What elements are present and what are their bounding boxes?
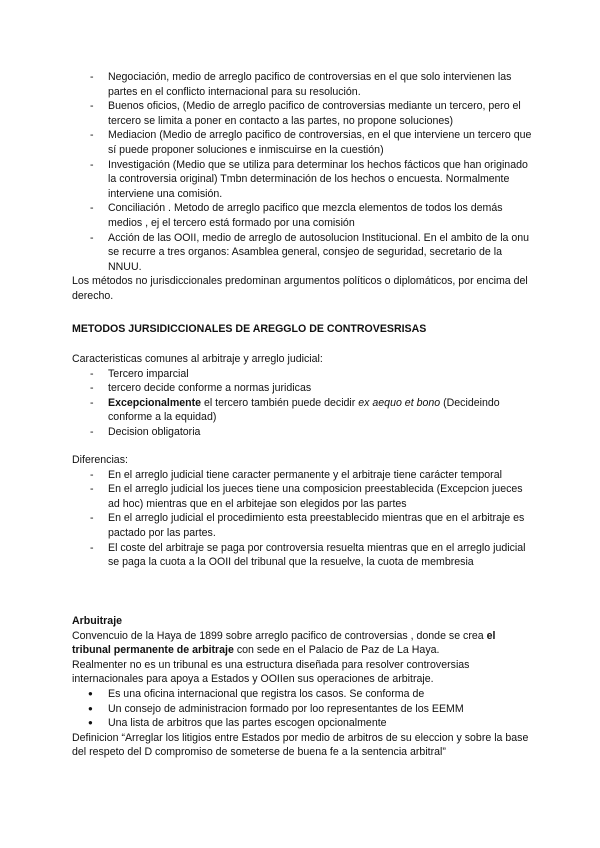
medios-no-jurisdiccionales-list <box>72 70 532 304</box>
list-item: - El coste del arbitraje se paga por controversia resuelta mientras que en el arreglo judicial se paga la cuota a la OOII del tribunal que la resuelve, la cuota de membresia <box>72 541 532 570</box>
list-item: - Conciliación . Metodo de arreglo pacifico que mezcla elementos de todos los demás medios , ej el tercero está formado por una comisión <box>72 201 532 230</box>
list-item: - Mediacion (Medio de arreglo pacifico de controversias, en el que interviene un tercero que sí puede proponer soluciones e inmiscuirse en la cuestión) <box>72 128 532 157</box>
arbitraje-paragraph-2: Realmenter no es un tribunal es una estructura diseñada para resolver controversias internacionales para apoya a Estados y OOIIen sus operaciones de arbitraje. <box>72 658 470 686</box>
list-item: - Decision obligatoria <box>72 425 532 440</box>
list-item: ● Una lista de arbitros que las partes escogen opcionalmente <box>72 716 532 731</box>
arbitraje-paragraph <box>72 629 532 658</box>
arbitraje-section <box>72 614 532 760</box>
list-item: ● Es una oficina internacional que registra los casos. Se conforma de <box>72 687 532 702</box>
bold-term: Excepcionalmente <box>108 396 202 409</box>
list-item-text: el tercero también puede decidir <box>201 396 359 409</box>
list-item: - Negociación, medio de arreglo pacifico de controversias en el que solo intervienen las partes en el conflicto internacional para su resolución. <box>72 70 532 99</box>
definicion-paragraph: Definicion “Arreglar los litigios entre Estados por medio de arbitros de su eleccion y sobre la base del respeto del D compromiso de someterse de buena fe a la sentencia arbitral” <box>72 731 529 759</box>
list-item: - Tercero imparcial <box>72 367 532 382</box>
arbitraje-heading: Arbuitraje <box>72 615 123 627</box>
latin-term: ex aequo et bono <box>358 396 441 409</box>
section-heading-jurisdiccionales: METODOS JURSIDICCIONALES DE AREGGLO DE CONTROVESRISAS <box>72 323 427 335</box>
list-item: - En el arreglo judicial tiene caracter permanente y el arbitraje tiene carácter temporal <box>72 468 532 483</box>
paragraph-no-jurisdiccionales: Los métodos no jurisdiccionales predominan argumentos políticos o diplomáticos, por encima del derecho. <box>72 275 528 302</box>
paragraph-text: con sede en el Palacio de Paz de La Haya. <box>233 644 440 657</box>
list-item: - Buenos oficios, (Medio de arreglo pacifico de controversias mediante un tercero, pero el tercero se limita a poner en contacto a las partes, no propone soluciones) <box>72 99 532 128</box>
list-item: - En el arreglo judicial los jueces tiene una composicion preestablecida (Excepcion jueces ad hoc) mientras que en el arbitejae son elegidos por las partes <box>72 482 532 511</box>
list-item: ● Un consejo de administracion formado por loo representantes de los EEMM <box>72 702 532 717</box>
paragraph-text: Convencuio de la Haya de 1899 sobre arreglo pacifico de controversias , donde se crea <box>72 629 487 642</box>
list-item: - tercero decide conforme a normas juridicas <box>72 381 532 396</box>
bold-term: el tribunal permanente de arbitraje <box>72 629 496 657</box>
list-item <box>72 396 532 425</box>
list-item: - En el arreglo judicial el procedimiento esta preestablecido mientras que en el arbitraje es pactado por las partes. <box>72 511 532 540</box>
caracteristicas-intro: Caracteristicas comunes al arbitraje y arreglo judicial: <box>72 353 323 365</box>
diferencias-intro: Diferencias: <box>72 454 128 466</box>
list-item: - Acción de las OOII, medio de arreglo de autosolucion Institucional. En el ambito de la onu se recurre a tres organos: Asamblea general, consjeo de seguridad, secretario de la NNUU. <box>72 231 532 275</box>
caracteristicas-section <box>72 352 532 440</box>
list-item-text: (Decideindo conforme a la equidad) <box>108 396 500 424</box>
diferencias-section <box>72 453 532 570</box>
list-item: - Investigación (Medio que se utiliza para determinar los hechos fácticos que han originado la controversia original) Tmbn determinación de los hechos o encuesta. Normalmente interviene una comisión. <box>72 158 532 202</box>
